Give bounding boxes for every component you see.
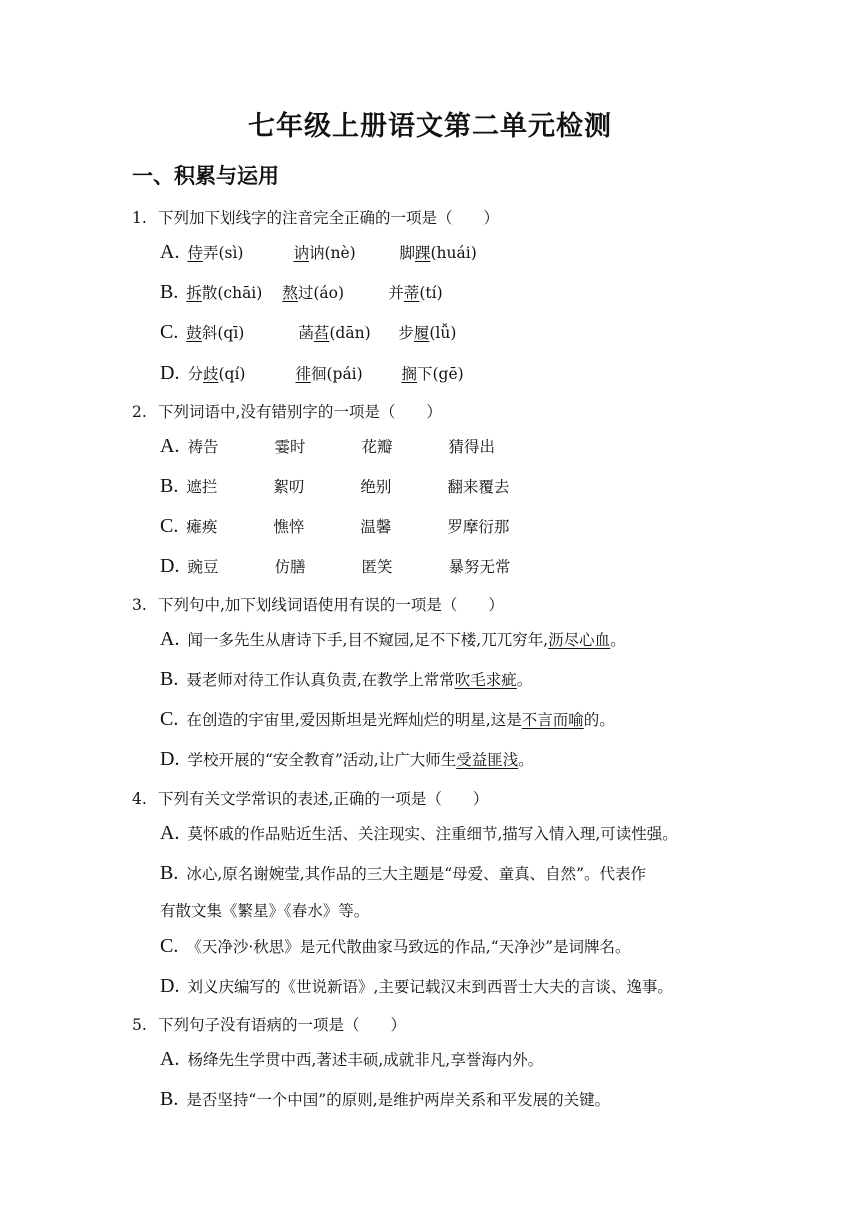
question-3-option-c: C. 在创造的宇宙里,爱因斯坦是光辉灿烂的明星,这是不言而喻的。 bbox=[160, 708, 615, 730]
question-4-option-c: C. 《天净沙·秋思》是元代散曲家马致远的作品,“天净沙”是词牌名。 bbox=[160, 935, 631, 957]
section-heading: 一、积累与运用 bbox=[132, 163, 279, 188]
option-item: 徘徊(pái) bbox=[295, 365, 363, 383]
option-item: 侍弄(sì) bbox=[187, 244, 244, 262]
question-3-option-b: B. 聂老师对待工作认真负责,在教学上常常吹毛求疵。 bbox=[160, 668, 533, 690]
question-2-stem: 2. 下列词语中,没有错别字的一项是（ ） bbox=[132, 403, 442, 421]
option-item: 脚踝(huái) bbox=[399, 244, 477, 262]
question-3-option-d: D. 学校开展的“安全教育”活动,让广大师生受益匪浅。 bbox=[160, 748, 534, 770]
option-item: 熬过(áo) bbox=[282, 284, 345, 302]
question-5-option-a: A. 杨绛先生学贯中西,著述丰硕,成就非凡,享誉海内外。 bbox=[160, 1048, 544, 1070]
question-1-option-c: C. 鼓斜(qī) 菡萏(dān) 步履(lǚ) bbox=[160, 321, 457, 343]
question-1-stem: 1. 下列加下划线字的注音完全正确的一项是（ ） bbox=[132, 209, 500, 227]
question-5-stem: 5. 下列句子没有语病的一项是（ ） bbox=[132, 1016, 407, 1034]
question-2-option-b: B. 遮拦 絮叨 绝别 翻来覆去 bbox=[160, 475, 510, 497]
question-4-option-a: A. 莫怀戚的作品贴近生活、关注现实、注重细节,描写入情入理,可读性强。 bbox=[160, 822, 678, 844]
option-item: 步履(lǚ) bbox=[398, 324, 457, 342]
option-item: 并蒂(tí) bbox=[388, 284, 443, 302]
page-title: 七年级上册语文第二单元检测 bbox=[248, 111, 612, 142]
question-1-option-d: D. 分歧(qí) 徘徊(pái) 搁下(gē) bbox=[160, 362, 464, 384]
question-1-option-a: A. 侍弄(sì) 讷讷(nè) 脚踝(huái) bbox=[160, 241, 477, 263]
question-1-option-b: B. 拆散(chāi) 熬过(áo) 并蒂(tí) bbox=[160, 281, 443, 303]
option-item: 拆散(chāi) bbox=[186, 284, 263, 302]
question-2-option-c: C. 瘫痪 憔悴 温馨 罗摩衍那 bbox=[160, 515, 510, 537]
question-3-option-a: A. 闻一多先生从唐诗下手,目不窥园,足不下楼,兀兀穷年,沥尽心血。 bbox=[160, 628, 626, 650]
question-5-option-b: B. 是否坚持“一个中国”的原则,是维护两岸关系和平发展的关键。 bbox=[160, 1088, 611, 1110]
option-item: 菡萏(dān) bbox=[298, 324, 371, 342]
question-4-option-b: B. 冰心,原名谢婉莹,其作品的三大主题是“母爱、童真、自然”。代表作 bbox=[160, 862, 647, 884]
option-item: 搁下(gē) bbox=[401, 365, 464, 383]
question-4-option-d: D. 刘义庆编写的《世说新语》,主要记载汉末到西晋士大夫的言谈、逸事。 bbox=[160, 975, 673, 997]
option-item: 讷讷(nè) bbox=[293, 244, 356, 262]
question-4-option-b-continued: 有散文集《繁星》《春水》等。 bbox=[160, 902, 370, 920]
question-4-stem: 4. 下列有关文学常识的表述,正确的一项是（ ） bbox=[132, 790, 489, 808]
question-3-stem: 3. 下列句中,加下划线词语使用有误的一项是（ ） bbox=[132, 596, 504, 614]
question-2-option-d: D. 豌豆 仿膳 匿笑 暴努无常 bbox=[160, 555, 511, 577]
option-item: 鼓斜(qī) bbox=[186, 324, 245, 342]
question-2-option-a: A. 祷告 霎时 花瓣 猜得出 bbox=[160, 435, 495, 457]
option-item: 分歧(qí) bbox=[187, 365, 246, 383]
